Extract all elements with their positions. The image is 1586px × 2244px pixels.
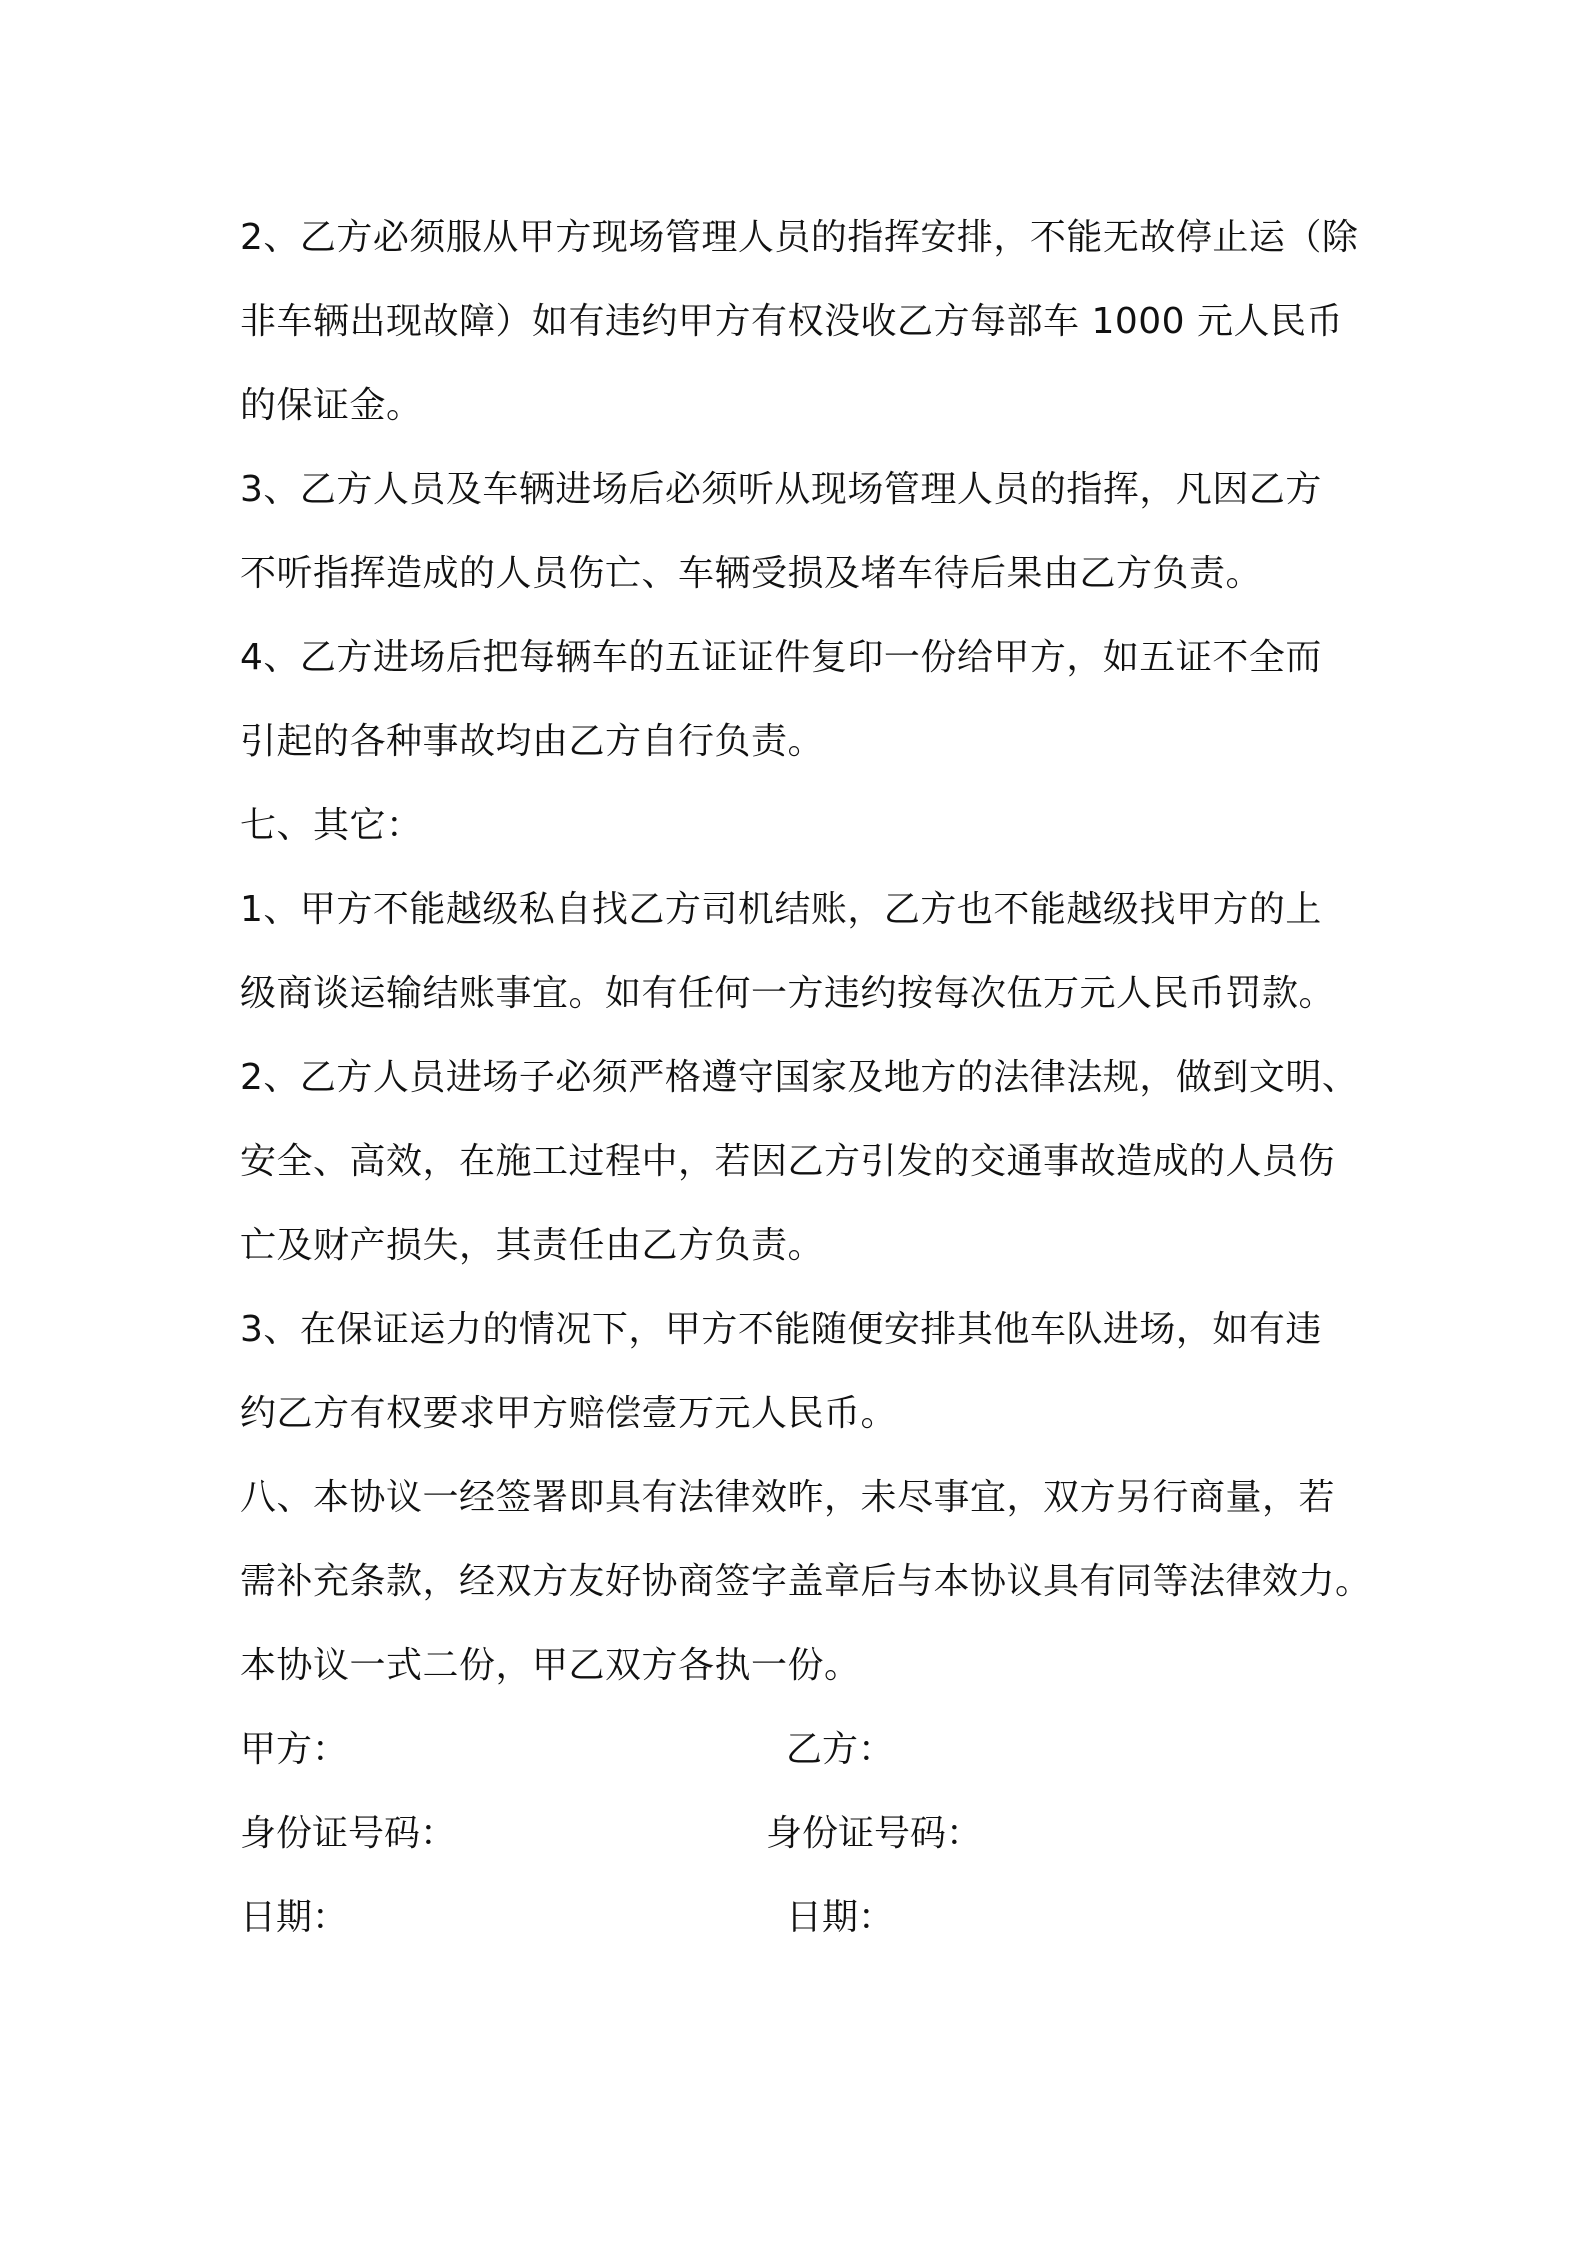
text-line: 亡及财产损失，其责任由乙方负责。: [240, 1225, 825, 1266]
date-b-label: 日期：: [786, 1897, 895, 1938]
text-line: 八、本协议一经签署即具有法律效昨，未尽事宜，双方另行商量，若: [240, 1477, 1336, 1518]
document-body: [240, 196, 1370, 1960]
text-line: 2、乙方人员进场子必须严格遵守国家及地方的法律法规，做到文明、: [240, 1057, 1359, 1098]
party-a-label: 甲方：: [240, 1729, 349, 1770]
signature-row-party: [240, 1708, 1370, 1792]
text-line: 安全、高效，在施工过程中，若因乙方引发的交通事故造成的人员伤: [240, 1141, 1336, 1182]
text-line: 1、甲方不能越级私自找乙方司机结账，乙方也不能越级找甲方的上: [240, 889, 1322, 930]
text-line: 级商谈运输结账事宜。如有任何一方违约按每次伍万元人民币罚款。: [240, 973, 1336, 1014]
signature-row-date: [240, 1876, 1370, 1960]
signature-row-id: [240, 1792, 1370, 1876]
text-line: 2、乙方必须服从甲方现场管理人员的指挥安排，不能无故停止运（除: [240, 217, 1359, 258]
text-line: 需补充条款，经双方友好协商签字盖章后与本协议具有同等法律效力。: [240, 1561, 1372, 1602]
text-line: 的保证金。: [240, 385, 423, 426]
text-line: 非车辆出现故障）如有违约甲方有权没收乙方每部车 1000 元人民币: [240, 301, 1344, 342]
text-line: 本协议一式二份，甲乙双方各执一份。: [240, 1645, 861, 1686]
date-a-label: 日期：: [240, 1897, 349, 1938]
section-heading-other: 七、其它：: [240, 805, 423, 846]
text-line: 不听指挥造成的人员伤亡、车辆受损及堵车待后果由乙方负责。: [240, 553, 1263, 594]
text-line: 3、乙方人员及车辆进场后必须听从现场管理人员的指挥，凡因乙方: [240, 469, 1322, 510]
id-b-label: 身份证号码：: [766, 1813, 983, 1854]
text-line: 4、乙方进场后把每辆车的五证证件复印一份给甲方，如五证不全而: [240, 637, 1322, 678]
text-line: 引起的各种事故均由乙方自行负责。: [240, 721, 825, 762]
text-line: 3、在保证运力的情况下，甲方不能随便安排其他车队进场，如有违: [240, 1309, 1322, 1350]
id-a-label: 身份证号码：: [240, 1813, 457, 1854]
party-b-label: 乙方：: [786, 1729, 895, 1770]
text-line: 约乙方有权要求甲方赔偿壹万元人民币。: [240, 1393, 898, 1434]
